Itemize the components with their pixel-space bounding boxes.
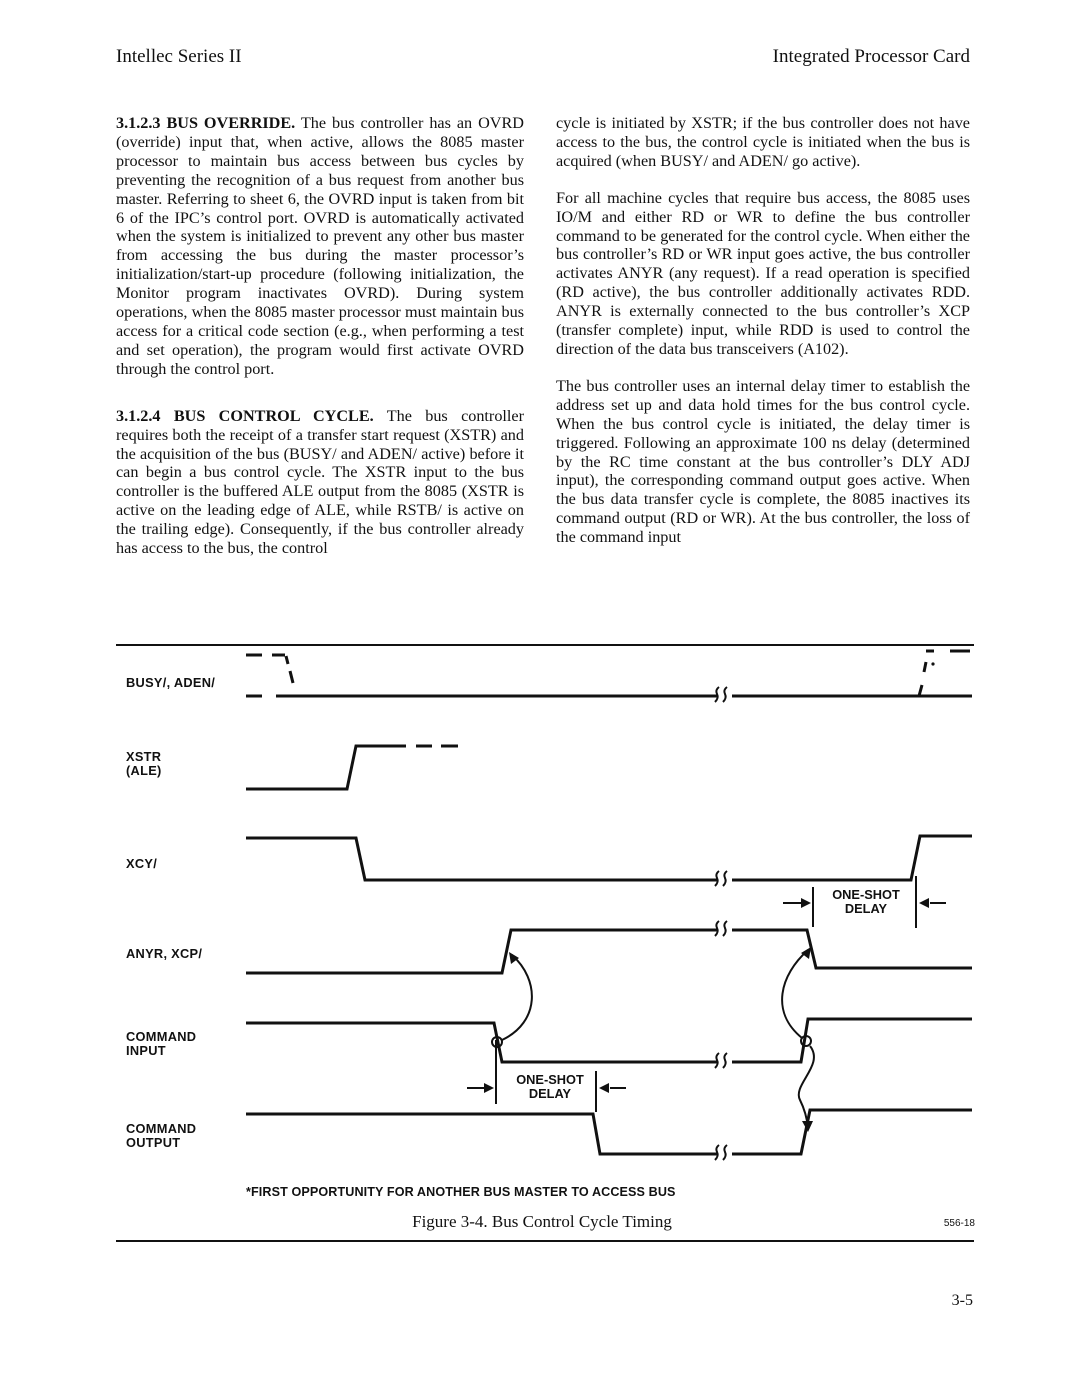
waveform-xstr (246, 746, 458, 789)
page-number: 3-5 (951, 1292, 973, 1309)
delay-label-line: ONE-SHOT (516, 1072, 584, 1087)
waveform-busy-aden (246, 651, 972, 696)
section-body: The bus controller requires both the receipt of a transfer start request (XSTR) and the acquisition of the bus (BUSY/ and ADEN/ active) before it can begin a bus control cycle. The XSTR input to the bus controller is the buffered ALE output from the 8085 (XSTR is active on the leading edge of ALE, while RSTB/ is active on the trailing edge). Consequently, if the bus controller already has access to the bus, the control (116, 406, 524, 558)
one-shot-delay-label (508, 1073, 592, 1101)
paragraph: For all machine cycles that require bus access, the 8085 uses IO/M and either RD or WR to define the bus controller command to be generated for the control cycle. When either the bus controller’s RD or WR input goes active, the bus controller activates ANYR (any request). If a read operation is specified (RD active), the bus controller additionally activates RDD. ANYR is externally connected to the bus controller’s XCP (transfer complete) input, while RDD is used to control the direction of the data bus transceivers (A102). (556, 188, 970, 358)
waveform-anyr-xcp (246, 930, 972, 973)
paragraph: The bus controller uses an internal delay timer to establish the address set up and data hold times for the bus control cycle. When the bus control cycle is initiated, the delay timer is triggered. Following an approximate 100 ns delay (determined by the RC time constant at the bus controller’s DLY ADJ input), the corresponding command output goes active. When the bus data transfer cycle is complete, the 8085 inactives its command output (RD or WR). At the bus controller, the loss of the command input (556, 376, 970, 547)
signal-label-busy-aden: BUSY/, ADEN/ (126, 675, 216, 690)
signal-label-line: OUTPUT (126, 1135, 181, 1150)
section-heading: 3.1.2.3 BUS OVERRIDE. (116, 114, 296, 132)
signal-label-anyr-xcp: ANYR, XCP/ (126, 946, 203, 961)
figure-number: 556-18 (943, 1218, 975, 1229)
causality-arrows (492, 950, 814, 1128)
section-body: The bus controller has an OVRD (override) input that, when active, allows the 8085 master processor to maintain bus access between bus cycles by preventing the recognition of a bus request from another bus master. Referring to sheet 6, the OVRD input is taken from bit 6 of the IPC’s control port. OVRD is automatically activated when the system is initialized to prevent any other bus master from accessing the bus during the master processor’s initialization/start-up procedure (following initialization, the Monitor program inactivates OVRD). During system operations, when the 8085 master processor must maintain bus access for a critical code section (e.g., when performing a test and set operation), the program would first activate OVRD through the control port. (116, 114, 524, 378)
running-header-right: Integrated Processor Card (772, 46, 970, 67)
delay-label-line: ONE-SHOT (832, 887, 900, 902)
signal-label-line: COMMAND (126, 1121, 197, 1136)
signal-label-line: (ALE) (126, 763, 162, 778)
signal-label-line: COMMAND (126, 1029, 197, 1044)
waveform-xcy (246, 836, 972, 880)
figure-caption: Figure 3-4. Bus Control Cycle Timing (412, 1212, 672, 1231)
delay-label-line: DELAY (528, 1086, 572, 1101)
signal-label-xcy: XCY/ (126, 856, 158, 871)
running-header-left: Intellec Series II (116, 46, 242, 67)
delay-label-line: DELAY (844, 901, 888, 916)
signal-label-line: INPUT (126, 1043, 166, 1058)
figure-footnote: *FIRST OPPORTUNITY FOR ANOTHER BUS MASTER TO ACCESS BUS (246, 1185, 676, 1199)
figure-bottom-rule (116, 1240, 974, 1242)
one-shot-delay-label (824, 888, 908, 916)
paragraph: cycle is initiated by XSTR; if the bus controller does not have access to the bus, the control cycle is initiated when the bus is acquired (when BUSY/ and ADEN/ go active). (556, 114, 970, 170)
figure-caption-wrap (0, 1212, 1080, 1232)
waveform-command-output (246, 1110, 972, 1154)
signal-label-line: XSTR (126, 749, 162, 764)
waveform-command-input (246, 1019, 972, 1062)
break-symbols (715, 687, 727, 1160)
arrow-heads (509, 947, 813, 1132)
asterisk-marker (931, 662, 934, 665)
section-heading: 3.1.2.4 BUS CONTROL CYCLE. (116, 406, 374, 425)
